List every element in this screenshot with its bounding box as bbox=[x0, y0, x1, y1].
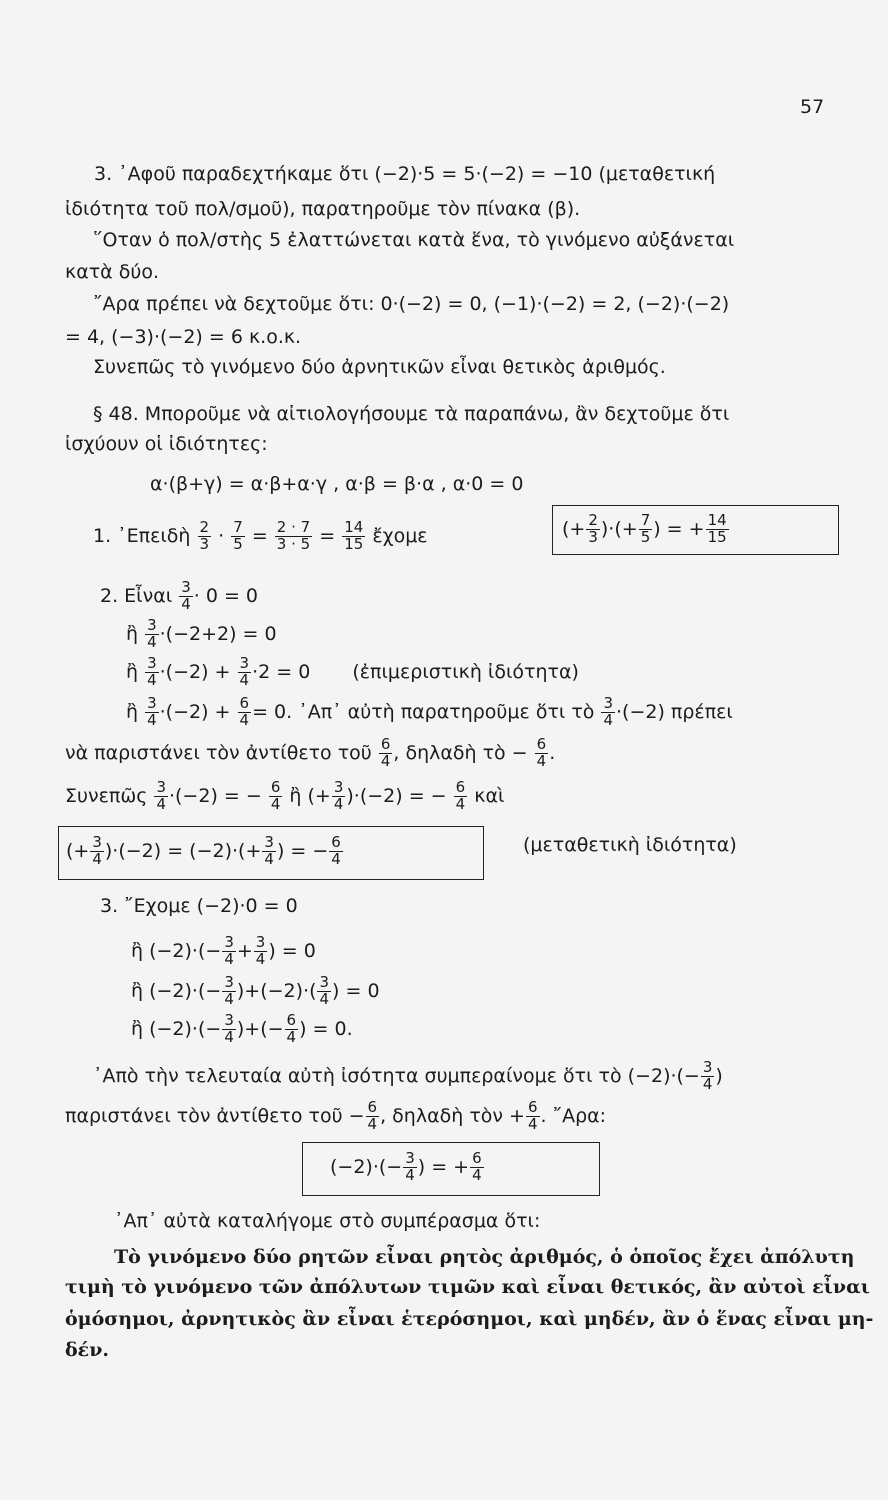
ex2-boxed-formula bbox=[66, 835, 344, 868]
text: ἢ bbox=[126, 700, 139, 723]
ex3-line-2 bbox=[131, 935, 316, 968]
fraction: $\frac{3}{4}$ bbox=[181, 578, 191, 613]
fraction: $\frac{7}{5}$ bbox=[233, 518, 243, 553]
text: . bbox=[549, 741, 556, 764]
text: (−2)·(− bbox=[149, 1017, 222, 1040]
ex2-line-2 bbox=[126, 618, 277, 651]
rule-line-2: τιμὴ τὸ γινόμενο τῶν ἀπόλυτων τιμῶν καὶ εἶναι θετικός, ἂν αὐτοὶ εἶναι bbox=[65, 1276, 870, 1298]
fraction: $\frac{3}{4}$ bbox=[239, 654, 250, 689]
conclusion-intro: ᾽Απ᾽ αὐτὰ καταλήγομε στὸ συμπέρασμα ὅτι: bbox=[114, 1210, 541, 1232]
text: ἢ bbox=[126, 622, 139, 645]
rule-line-1: Τὸ γινόμενο δύο ρητῶν εἶναι ρητὸς ἀριθμός, ὁ ὁποῖος ἔχει ἀπόλυτη bbox=[114, 1246, 855, 1268]
text: ) = + bbox=[417, 1155, 470, 1178]
text: ἢ (+ bbox=[289, 784, 331, 807]
p3-line-7: Συνεπῶς τὸ γινόμενο δύο ἀρνητικῶν εἶναι θετικὸς ἀριθμός. bbox=[93, 356, 666, 378]
rule-line-4: δέν. bbox=[65, 1339, 110, 1361]
text: (−2)·(− bbox=[330, 1155, 403, 1178]
text: ) = − bbox=[276, 839, 329, 862]
text: ) = + bbox=[653, 517, 705, 540]
text: (+ bbox=[66, 839, 90, 862]
text: )+(−2)·( bbox=[236, 979, 317, 1002]
s48-line-2: ἰσχύουν οἱ ἰδιότητες: bbox=[65, 433, 268, 455]
text: )·(−2) = − bbox=[346, 784, 447, 807]
fraction: $\frac{3}{4}$ bbox=[156, 778, 166, 813]
fraction: $\frac{3}{4}$ bbox=[147, 654, 157, 689]
fraction: $\frac{6}{4}$ bbox=[527, 1098, 538, 1133]
fraction: $\frac{3}{4}$ bbox=[319, 973, 330, 1008]
text: ᾽Απὸ τὴν τελευταία αὐτὴ ἰσότητα συμπεραίνομε ὅτι τὸ (−2)·(− bbox=[93, 1064, 700, 1087]
ex1-boxed-formula bbox=[562, 513, 730, 546]
fraction: $\frac{6}{4}$ bbox=[455, 778, 466, 813]
text: νὰ παριστάνει τὸν ἀντίθετο τοῦ bbox=[65, 741, 372, 764]
equals: = bbox=[251, 524, 268, 547]
text: ἢ bbox=[131, 1017, 144, 1040]
fraction: $\frac{3}{4}$ bbox=[92, 833, 102, 868]
p3-line-6: = 4, (−3)·(−2) = 6 κ.ο.κ. bbox=[65, 326, 302, 348]
ex1-line bbox=[93, 520, 428, 553]
text: ἢ bbox=[126, 660, 139, 683]
page-number: 57 bbox=[800, 96, 825, 118]
text: Συνεπῶς bbox=[65, 784, 148, 807]
fraction: $\frac{2 \cdot 7}{3 \cdot 5}$ bbox=[276, 518, 311, 553]
ex2-note: (ἐπιμεριστικὴ ἰδιότητα) bbox=[352, 660, 579, 683]
text: ·(−2) πρέπει bbox=[616, 700, 733, 723]
fraction: $\frac{3}{4}$ bbox=[147, 616, 157, 651]
text: · 0 = 0 bbox=[193, 584, 259, 607]
equals: = bbox=[319, 524, 336, 547]
text: (−2)·(− bbox=[149, 979, 222, 1002]
fraction: $\frac{3}{4}$ bbox=[702, 1058, 713, 1093]
ex3-line-4 bbox=[131, 1013, 353, 1046]
fraction: $\frac{2}{3}$ bbox=[199, 518, 210, 553]
fraction: $\frac{3}{4}$ bbox=[255, 933, 266, 968]
text: ·(−2) + bbox=[159, 700, 231, 723]
p3-line-2: ἰδιότητα τοῦ πολ/σμοῦ), παρατηροῦμε τὸν πίνακα (β). bbox=[65, 198, 581, 220]
p3-line-3: ῞Οταν ὁ πολ/στὴς 5 ἐλαττώνεται κατὰ ἕνα, τὸ γινόμενο αὐξάνεται bbox=[93, 229, 735, 251]
text: ·(−2+2) = 0 bbox=[159, 622, 277, 645]
text: , δηλαδὴ τὸ − bbox=[393, 741, 528, 764]
text: ·(−2) + bbox=[159, 660, 231, 683]
text: ἢ bbox=[131, 939, 144, 962]
ex3-conclusion-line-2 bbox=[65, 1100, 606, 1133]
fraction: $\frac{6}{4}$ bbox=[367, 1098, 378, 1133]
fraction: $\frac{6}{4}$ bbox=[270, 778, 281, 813]
fraction: $\frac{3}{4}$ bbox=[603, 694, 614, 729]
text: )·(+ bbox=[600, 517, 638, 540]
ex2-line-1 bbox=[100, 580, 258, 613]
text: + bbox=[236, 939, 253, 962]
text: ἢ bbox=[131, 979, 144, 1002]
text: )·(−2) = (−2)·(+ bbox=[104, 839, 262, 862]
ex2-line-4 bbox=[126, 696, 733, 729]
fraction: $\frac{6}{4}$ bbox=[331, 833, 341, 868]
text: ) = 0 bbox=[332, 979, 380, 1002]
rule-line-3: ὁμόσημοι, ἀρνητικὸς ἂν εἶναι ἑτερόσημοι, καὶ μηδέν, ἂν ὁ ἕνας εἶναι μη- bbox=[65, 1308, 874, 1330]
fraction: $\frac{6}{4}$ bbox=[239, 694, 250, 729]
fraction: $\frac{3}{4}$ bbox=[224, 973, 234, 1008]
ex3-line-3 bbox=[131, 975, 380, 1008]
text: ·(−2) = − bbox=[168, 784, 262, 807]
ex2-line-3 bbox=[126, 656, 579, 689]
fraction: $\frac{7}{5}$ bbox=[640, 511, 651, 546]
fraction: $\frac{6}{4}$ bbox=[286, 1011, 297, 1046]
properties-formula: α·(β+γ) = α·β+α·γ , α·β = β·α , α·0 = 0 bbox=[150, 473, 524, 495]
text: ) = 0. bbox=[299, 1017, 353, 1040]
ex1-pre: 1. ᾽Επειδὴ bbox=[93, 524, 191, 547]
fraction: $\frac{3}{4}$ bbox=[264, 833, 274, 868]
text: ·2 = 0 bbox=[252, 660, 311, 683]
ex3-line-1: 3. ῎Εχομε (−2)·0 = 0 bbox=[100, 895, 298, 917]
fraction: $\frac{6}{4}$ bbox=[536, 735, 547, 770]
p3-line-1: 3. ᾽Αφοῦ παραδεχτήκαμε ὅτι (−2)·5 = 5·(−2) = −10 (μεταθετική bbox=[94, 163, 716, 185]
fraction: $\frac{2}{3}$ bbox=[588, 511, 598, 546]
fraction: $\frac{14}{15}$ bbox=[344, 518, 364, 553]
fraction: $\frac{3}{4}$ bbox=[405, 1149, 415, 1184]
text: , δηλαδὴ τὸν + bbox=[380, 1104, 525, 1127]
text: 2. Εἶναι bbox=[100, 584, 173, 607]
p3-line-4: κατὰ δύο. bbox=[65, 261, 160, 283]
text: (−2)·(− bbox=[149, 939, 222, 962]
fraction: $\frac{6}{4}$ bbox=[472, 1149, 482, 1184]
fraction: $\frac{3}{4}$ bbox=[224, 933, 234, 968]
fraction: $\frac{3}{4}$ bbox=[224, 1011, 234, 1046]
dot: · bbox=[218, 524, 225, 547]
text: παριστάνει τὸν ἀντίθετο τοῦ − bbox=[65, 1104, 365, 1127]
ex2-line-5 bbox=[65, 737, 555, 770]
fraction: $\frac{3}{4}$ bbox=[333, 778, 344, 813]
fraction: $\frac{14}{15}$ bbox=[707, 511, 727, 546]
ex2-line-6 bbox=[65, 780, 504, 813]
s48-line-1: § 48. Μποροῦμε νὰ αἰτιολογήσουμε τὰ παραπάνω, ἂν δεχτοῦμε ὅτι bbox=[93, 403, 730, 425]
text: ) bbox=[715, 1064, 723, 1087]
text: ) = 0 bbox=[268, 939, 316, 962]
ex1-mid: ἔχομε bbox=[372, 524, 428, 547]
ex3-conclusion-line-1 bbox=[93, 1060, 723, 1093]
text: = 0. ᾽Απ᾽ αὐτὴ παρατηροῦμε ὅτι τὸ bbox=[252, 700, 595, 723]
fraction: $\frac{6}{4}$ bbox=[380, 735, 391, 770]
p3-line-5: ῎Αρα πρέπει νὰ δεχτοῦμε ὅτι: 0·(−2) = 0, (−1)·(−2) = 2, (−2)·(−2) bbox=[93, 293, 730, 315]
text: . ῎Αρα: bbox=[540, 1104, 607, 1127]
text: (+ bbox=[562, 517, 586, 540]
ex3-boxed-formula bbox=[330, 1151, 485, 1184]
text: καὶ bbox=[474, 784, 505, 807]
text: )+(− bbox=[236, 1017, 284, 1040]
fraction: $\frac{3}{4}$ bbox=[147, 694, 157, 729]
ex2-note-commutative: (μεταθετικὴ ἰδιότητα) bbox=[523, 834, 737, 856]
